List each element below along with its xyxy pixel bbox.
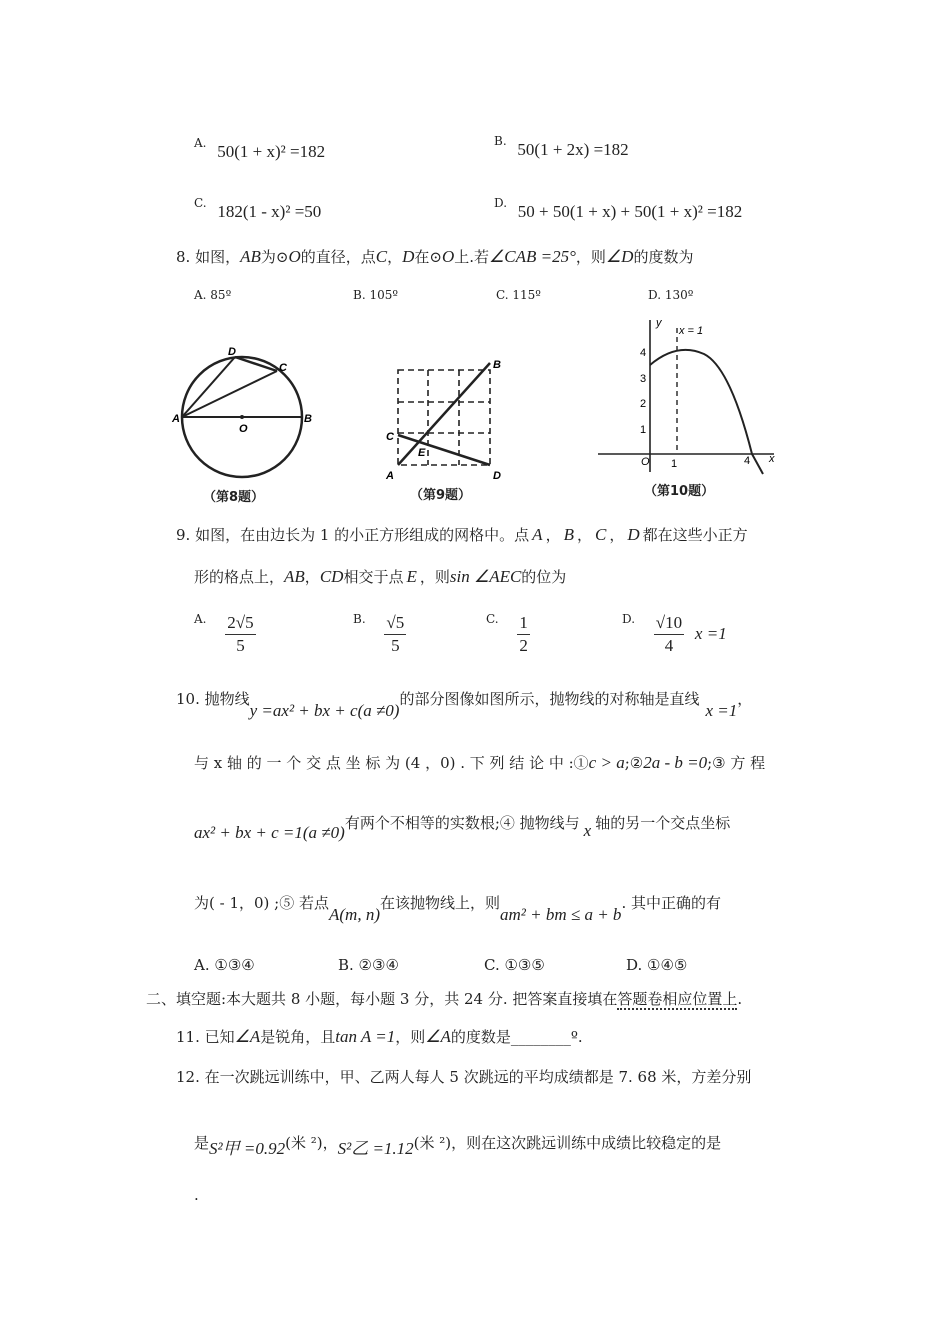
text: 为( - 1，0) ;⑤ 若点	[194, 894, 329, 912]
q7-option-c	[194, 192, 322, 221]
math: C	[594, 525, 607, 544]
text: 的度数为	[633, 248, 694, 266]
math: C	[375, 247, 388, 266]
q10-option-b: B. ②③④	[338, 956, 399, 974]
q8-option-d: D. 130º	[648, 288, 694, 302]
label-origin: O	[641, 456, 650, 468]
math: ∠CAB =25°	[489, 247, 576, 266]
label-four-x: 4	[744, 455, 751, 467]
label-d: D	[493, 470, 501, 482]
denominator: 5	[391, 636, 400, 655]
label-a: A	[172, 413, 180, 425]
numerator: √10	[654, 612, 684, 635]
numerator: √5	[384, 612, 406, 635]
figure-9-grid	[380, 355, 510, 485]
text: 的直径，点	[300, 248, 376, 266]
tick-3: 3	[640, 373, 647, 385]
label-axis: x = 1	[679, 325, 704, 337]
label-a: A	[386, 470, 394, 482]
q11	[176, 1026, 583, 1047]
label-d: D	[228, 346, 236, 358]
text: 11. 已知	[176, 1028, 235, 1046]
math: sin ∠AEC	[449, 567, 522, 586]
q9-option-c	[486, 612, 530, 657]
math: tan A =1	[335, 1027, 396, 1046]
math: 2a - b =0	[643, 753, 708, 772]
label-o: O	[239, 423, 248, 435]
text: 为⊙	[260, 248, 289, 266]
text: 在该抛物线上，则	[379, 894, 500, 912]
q9-option-a	[194, 612, 256, 657]
text: .	[737, 990, 743, 1008]
numerator: 2√5	[225, 612, 255, 635]
text: ，	[387, 248, 403, 266]
label-y: y	[656, 317, 662, 329]
text: ;②	[624, 754, 644, 772]
text: 9. 如图，在由边长为 1 的小正方形组成的网格中。点	[176, 526, 530, 544]
label-b: B	[304, 413, 312, 425]
text: 相交于点	[343, 568, 404, 586]
text: ，则	[419, 568, 450, 586]
math: ∠D	[605, 247, 634, 266]
emphasis-text: 答题卷相应位置上	[617, 990, 738, 1008]
q9-line-2	[194, 566, 566, 587]
text: 轴的另一个交点坐标	[595, 814, 731, 832]
q12-line-2	[194, 1128, 722, 1158]
math: E	[406, 567, 417, 586]
q7-b-expr: 50(1 + 2x) =182	[517, 140, 629, 159]
q12-line-1: 12. 在一次跳远训练中，甲、乙两人每人 5 次跳远的平均成绩都是 7. 68 米，方差分别	[176, 1068, 752, 1086]
figure-8-circle	[170, 340, 320, 510]
text: 是	[194, 1134, 210, 1152]
q7-d-expr: 50 + 50(1 + x) + 50(1 + x)² =182	[517, 202, 743, 221]
text: (米 ²)，	[285, 1134, 338, 1152]
q10-line-3	[194, 812, 731, 842]
label-one: 1	[671, 458, 678, 470]
text: ，	[545, 526, 561, 544]
q10-line-4	[194, 892, 721, 924]
numerator: 1	[517, 612, 530, 635]
math: D	[627, 525, 640, 544]
math: x	[583, 821, 592, 840]
q7-a-expr: 50(1 + x)² =182	[217, 142, 326, 161]
text: 形的格点上，	[194, 568, 285, 586]
q7-option-b	[494, 130, 629, 159]
q8-stem	[176, 246, 693, 267]
q7-option-a	[194, 132, 326, 161]
text: ，	[304, 568, 320, 586]
math: ∠A	[234, 1027, 261, 1046]
math: y =ax² + bx + c(a ≠0)	[249, 701, 400, 720]
math: O	[288, 247, 301, 266]
q10-line-1	[176, 688, 753, 720]
math: CD	[319, 567, 344, 586]
math: S²甲 =0.92	[209, 1139, 286, 1158]
text: 的度数是________º.	[450, 1028, 583, 1046]
label-c: C	[279, 362, 287, 374]
math: A	[532, 525, 543, 544]
text: (米 ²)，则在这次跳远训练中成绩比较稳定的是	[413, 1134, 722, 1152]
text: 与 x 轴 的 一 个 交 点 坐 标 为 (4 ，0) . 下 列 结 论 中 :①	[194, 754, 589, 772]
q9-option-d	[622, 612, 727, 657]
text: ，则	[575, 248, 606, 266]
text: 有两个不相等的实数根;④ 抛物线与	[344, 814, 580, 832]
math: AB	[240, 247, 261, 266]
math: c > a	[588, 753, 625, 772]
math: D	[402, 247, 415, 266]
text: 是锐角，且	[260, 1028, 336, 1046]
math: AB	[284, 567, 305, 586]
text: 的位为	[521, 568, 567, 586]
q8-option-c: C. 115º	[496, 288, 541, 302]
q10-option-d: D. ①④⑤	[626, 956, 688, 974]
tick-4: 4	[640, 347, 647, 359]
label-c: C	[386, 431, 394, 443]
option-label: B.	[353, 612, 366, 626]
math: ax² + bx + c =1(a ≠0)	[194, 823, 345, 842]
figure-8-caption: （第8题）	[203, 490, 265, 505]
text: ，	[737, 690, 753, 708]
q8-option-b: B. 105º	[353, 288, 398, 302]
label-x: x	[769, 453, 775, 465]
math: am² + bm ≤ a + b	[500, 905, 622, 924]
q8-option-a: A. 85º	[194, 288, 232, 302]
figure-9-caption: （第9题）	[410, 488, 472, 503]
math: ∠A	[425, 1027, 451, 1046]
option-label: D.	[494, 196, 508, 210]
q12-line-3: .	[194, 1186, 199, 1204]
denominator: 5	[236, 636, 245, 655]
tick-2: 2	[640, 398, 647, 410]
math: x =1	[705, 701, 738, 720]
label-b: B	[493, 359, 501, 371]
q10-line-2	[194, 752, 765, 773]
q9-line-1	[176, 524, 748, 545]
q7-c-expr: 182(1 - x)² =50	[217, 202, 322, 221]
text: 8. 如图，	[176, 248, 241, 266]
text: ;③ 方 程	[707, 754, 766, 772]
math: O	[441, 247, 455, 266]
q10-option-c: C. ①③⑤	[484, 956, 545, 974]
q10-option-a: A. ①③④	[194, 956, 255, 974]
section-2-heading	[146, 988, 742, 1009]
option-label: A.	[194, 612, 207, 626]
figure-10-parabola	[590, 312, 790, 482]
text: 上.若	[454, 248, 490, 266]
text: 都在这些小正方	[642, 526, 748, 544]
denominator: 4	[664, 636, 674, 655]
text: ，则	[395, 1028, 426, 1046]
q9-option-b	[353, 612, 406, 657]
option-label: B.	[494, 134, 507, 148]
math: x =1	[694, 623, 727, 643]
text: ，	[609, 526, 625, 544]
option-label: A.	[194, 136, 207, 150]
text: . 其中正确的有	[621, 894, 721, 912]
q7-option-d	[494, 192, 743, 221]
math: B	[563, 525, 574, 544]
math: A(m, n)	[329, 905, 380, 924]
option-label: D.	[622, 612, 636, 626]
text: 在⊙	[414, 248, 442, 266]
label-e: E	[418, 447, 426, 459]
text: 的部分图像如图所示，抛物线的对称轴是直线	[399, 690, 700, 708]
tick-1: 1	[640, 424, 647, 436]
text: 二、填空题:本大题共 8 小题，每小题 3 分，共 24 分. 把答案直接填在	[146, 990, 618, 1008]
text: 10. 抛物线	[176, 690, 250, 708]
text: ，	[576, 526, 592, 544]
option-label: C.	[194, 196, 207, 210]
figure-10-caption: （第10题）	[644, 484, 715, 499]
math: S²乙 =1.12	[337, 1139, 414, 1158]
option-label: C.	[486, 612, 499, 626]
denominator: 2	[519, 636, 528, 655]
